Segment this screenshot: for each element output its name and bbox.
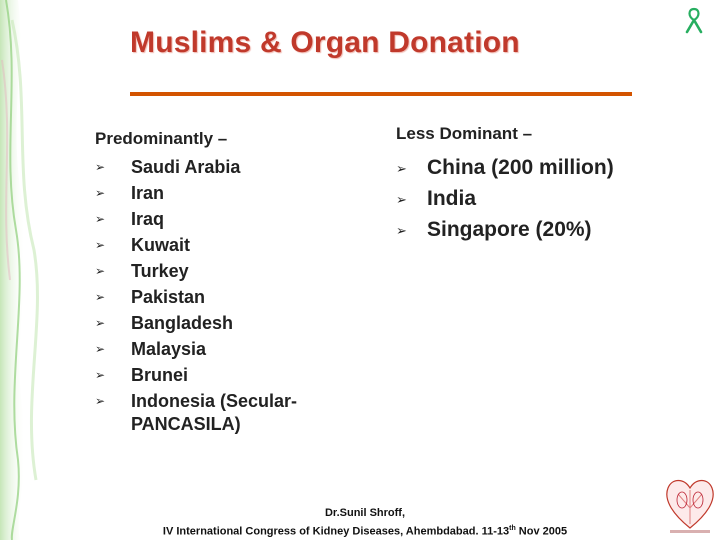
footer-event-date: Nov 2005 [515,525,568,538]
country-name: Brunei [131,365,189,385]
country-name: China (200 million) [427,156,614,179]
footer-credit [100,505,630,540]
country-name: India [427,187,477,210]
list-item [396,152,696,183]
arrow-bullet-icon: ➢ [95,160,106,174]
arrow-bullet-icon: ➢ [396,161,407,176]
footer-event [100,521,630,540]
list-item [95,231,355,257]
left-column-heading: Predominantly – [95,129,228,148]
list-item [396,214,696,245]
arrow-bullet-icon: ➢ [95,342,106,356]
footer-event-text: IV International Congress of Kidney Diseases, Ahembdabad. 11-13 [162,525,510,538]
list-item [95,335,355,361]
arrow-bullet-icon: ➢ [396,192,407,207]
arrow-bullet-icon: ➢ [95,264,106,278]
arrow-bullet-icon: ➢ [95,290,106,304]
list-item [95,257,355,283]
left-country-list [95,153,355,436]
arrow-bullet-icon: ➢ [95,238,106,252]
country-name: Bangladesh [131,313,234,333]
slide-title: Muslims & Organ Donation [130,26,520,59]
heart-kidney-icon [662,468,718,536]
green-ribbon-icon [674,6,714,38]
list-item [95,179,355,205]
right-country-list [396,152,696,245]
arrow-bullet-icon: ➢ [95,212,106,226]
country-name: Turkey [131,261,189,281]
list-item [95,387,355,436]
title-underline [130,92,632,96]
list-item [95,153,355,179]
footer-event-sup: th [509,525,516,532]
arrow-bullet-icon: ➢ [95,394,106,408]
country-name: Indonesia (Secular-PANCASILA) [131,391,298,434]
list-item [95,309,355,335]
country-name: Malaysia [131,339,207,359]
arrow-bullet-icon: ➢ [95,368,106,382]
list-item [396,183,696,214]
country-name: Iran [131,183,165,203]
footer-author: Dr.Sunil Shroff, [324,507,406,519]
left-decoration [0,0,60,540]
right-column-heading: Less Dominant – [396,124,533,143]
country-name: Pakistan [131,287,206,307]
arrow-bullet-icon: ➢ [95,186,106,200]
list-item [95,283,355,309]
arrow-bullet-icon: ➢ [396,223,407,238]
list-item [95,205,355,231]
country-name: Singapore (20%) [427,218,592,241]
arrow-bullet-icon: ➢ [95,316,106,330]
country-name: Iraq [131,209,165,229]
list-item [95,361,355,387]
country-name: Kuwait [131,235,191,255]
country-name: Saudi Arabia [131,157,241,177]
